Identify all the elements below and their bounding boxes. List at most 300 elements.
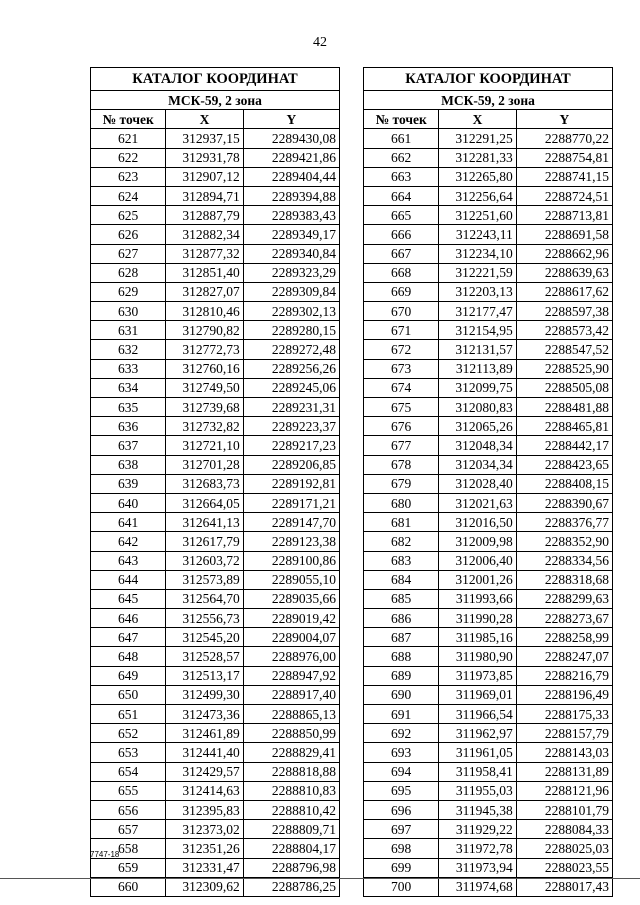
point-number-cell: 653 <box>91 743 166 762</box>
x-coordinate-cell: 312395,83 <box>166 800 243 819</box>
y-coordinate-cell: 2288423,65 <box>516 455 612 474</box>
table-row <box>364 685 613 704</box>
x-coordinate-cell: 312749,50 <box>166 378 243 397</box>
header-point-number: № точек <box>91 110 166 129</box>
y-coordinate-cell: 2289323,29 <box>243 263 339 282</box>
y-coordinate-cell: 2288770,22 <box>516 129 612 148</box>
x-coordinate-cell: 312243,11 <box>439 225 516 244</box>
table-row <box>91 551 340 570</box>
table-row <box>364 839 613 858</box>
x-coordinate-cell: 312234,10 <box>439 244 516 263</box>
table-row <box>364 628 613 647</box>
x-coordinate-cell: 312441,40 <box>166 743 243 762</box>
point-number-cell: 622 <box>91 148 166 167</box>
point-number-cell: 648 <box>91 647 166 666</box>
y-coordinate-cell: 2288465,81 <box>516 417 612 436</box>
y-coordinate-cell: 2288597,38 <box>516 302 612 321</box>
point-number-cell: 673 <box>364 359 439 378</box>
table-row <box>91 474 340 493</box>
point-number-cell: 687 <box>364 628 439 647</box>
y-coordinate-cell: 2288390,67 <box>516 493 612 512</box>
table-row <box>364 513 613 532</box>
table-row <box>91 724 340 743</box>
x-coordinate-cell: 311966,54 <box>439 705 516 724</box>
x-coordinate-cell: 312331,47 <box>166 858 243 877</box>
point-number-cell: 658 <box>91 839 166 858</box>
point-number-cell: 692 <box>364 724 439 743</box>
x-coordinate-cell: 312772,73 <box>166 340 243 359</box>
y-coordinate-cell: 2289035,66 <box>243 589 339 608</box>
point-number-cell: 662 <box>364 148 439 167</box>
y-coordinate-cell: 2288525,90 <box>516 359 612 378</box>
x-coordinate-cell: 312894,71 <box>166 186 243 205</box>
y-coordinate-cell: 2288865,13 <box>243 705 339 724</box>
table-row <box>91 129 340 148</box>
x-coordinate-cell: 312603,72 <box>166 551 243 570</box>
x-coordinate-cell: 311973,85 <box>439 666 516 685</box>
y-coordinate-cell: 2288804,17 <box>243 839 339 858</box>
point-number-cell: 645 <box>91 589 166 608</box>
x-coordinate-cell: 312641,13 <box>166 513 243 532</box>
y-coordinate-cell: 2288754,81 <box>516 148 612 167</box>
y-coordinate-cell: 2289340,84 <box>243 244 339 263</box>
point-number-cell: 657 <box>91 820 166 839</box>
x-coordinate-cell: 312617,79 <box>166 532 243 551</box>
y-coordinate-cell: 2288131,89 <box>516 762 612 781</box>
coord-system-label: МСК-59, 2 зона <box>364 91 613 110</box>
x-coordinate-cell: 312016,50 <box>439 513 516 532</box>
point-number-cell: 636 <box>91 417 166 436</box>
x-coordinate-cell: 312528,57 <box>166 647 243 666</box>
y-coordinate-cell: 2289256,26 <box>243 359 339 378</box>
y-coordinate-cell: 2288247,07 <box>516 647 612 666</box>
table-row <box>91 167 340 186</box>
y-coordinate-cell: 2288175,33 <box>516 705 612 724</box>
point-number-cell: 675 <box>364 398 439 417</box>
x-coordinate-cell: 312683,73 <box>166 474 243 493</box>
table-row <box>91 647 340 666</box>
table-row <box>364 378 613 397</box>
point-number-cell: 628 <box>91 263 166 282</box>
point-number-cell: 625 <box>91 206 166 225</box>
point-number-cell: 698 <box>364 839 439 858</box>
coordinate-catalog-right <box>363 67 613 897</box>
table-row <box>364 244 613 263</box>
x-coordinate-cell: 312732,82 <box>166 417 243 436</box>
point-number-cell: 656 <box>91 800 166 819</box>
point-number-cell: 644 <box>91 570 166 589</box>
x-coordinate-cell: 312429,57 <box>166 762 243 781</box>
y-coordinate-cell: 2288143,03 <box>516 743 612 762</box>
y-coordinate-cell: 2288023,55 <box>516 858 612 877</box>
y-coordinate-cell: 2289421,86 <box>243 148 339 167</box>
x-coordinate-cell: 312034,34 <box>439 455 516 474</box>
y-coordinate-cell: 2289217,23 <box>243 436 339 455</box>
x-coordinate-cell: 311961,05 <box>439 743 516 762</box>
x-coordinate-cell: 312006,40 <box>439 551 516 570</box>
y-coordinate-cell: 2288810,42 <box>243 800 339 819</box>
point-number-cell: 642 <box>91 532 166 551</box>
table-row <box>364 206 613 225</box>
y-coordinate-cell: 2288505,08 <box>516 378 612 397</box>
point-number-cell: 683 <box>364 551 439 570</box>
table-row <box>91 839 340 858</box>
y-coordinate-cell: 2289280,15 <box>243 321 339 340</box>
table-row <box>364 877 613 896</box>
table-row <box>91 743 340 762</box>
y-coordinate-cell: 2288617,62 <box>516 282 612 301</box>
x-coordinate-cell: 311929,22 <box>439 820 516 839</box>
table-row <box>91 762 340 781</box>
x-coordinate-cell: 312760,16 <box>166 359 243 378</box>
table-row <box>91 493 340 512</box>
table-row <box>364 820 613 839</box>
table-row <box>91 398 340 417</box>
point-number-cell: 623 <box>91 167 166 186</box>
document-code: 7747-18 <box>90 850 120 859</box>
table-row <box>91 877 340 896</box>
table-row <box>364 589 613 608</box>
coord-system-label: МСК-59, 2 зона <box>91 91 340 110</box>
y-coordinate-cell: 2288976,00 <box>243 647 339 666</box>
y-coordinate-cell: 2289223,37 <box>243 417 339 436</box>
y-coordinate-cell: 2288724,51 <box>516 186 612 205</box>
point-number-cell: 643 <box>91 551 166 570</box>
y-coordinate-cell: 2289147,70 <box>243 513 339 532</box>
point-number-cell: 690 <box>364 685 439 704</box>
catalog-title: КАТАЛОГ КООРДИНАТ <box>364 68 613 91</box>
point-number-cell: 638 <box>91 455 166 474</box>
table-row <box>364 532 613 551</box>
x-coordinate-cell: 312721,10 <box>166 436 243 455</box>
table-row <box>91 206 340 225</box>
table-row <box>364 417 613 436</box>
table-row <box>91 666 340 685</box>
point-number-cell: 655 <box>91 781 166 800</box>
point-number-cell: 696 <box>364 800 439 819</box>
x-coordinate-cell: 312009,98 <box>439 532 516 551</box>
x-coordinate-cell: 312373,02 <box>166 820 243 839</box>
table-row <box>91 609 340 628</box>
table-row <box>364 666 613 685</box>
point-number-cell: 634 <box>91 378 166 397</box>
table-row <box>91 628 340 647</box>
y-coordinate-cell: 2288662,96 <box>516 244 612 263</box>
y-coordinate-cell: 2288947,92 <box>243 666 339 685</box>
x-coordinate-cell: 312664,05 <box>166 493 243 512</box>
x-coordinate-cell: 312048,34 <box>439 436 516 455</box>
table-row <box>364 167 613 186</box>
table-row <box>364 551 613 570</box>
x-coordinate-cell: 311955,03 <box>439 781 516 800</box>
catalog-title: КАТАЛОГ КООРДИНАТ <box>91 68 340 91</box>
table-row <box>91 225 340 244</box>
table-row <box>91 340 340 359</box>
table-row <box>364 647 613 666</box>
point-number-cell: 684 <box>364 570 439 589</box>
point-number-cell: 676 <box>364 417 439 436</box>
y-coordinate-cell: 2288850,99 <box>243 724 339 743</box>
x-coordinate-cell: 312877,32 <box>166 244 243 263</box>
table-row <box>364 743 613 762</box>
point-number-cell: 699 <box>364 858 439 877</box>
table-row <box>91 858 340 877</box>
point-number-cell: 665 <box>364 206 439 225</box>
x-coordinate-cell: 311969,01 <box>439 685 516 704</box>
y-coordinate-cell: 2288318,68 <box>516 570 612 589</box>
y-coordinate-cell: 2288334,56 <box>516 551 612 570</box>
y-coordinate-cell: 2289206,85 <box>243 455 339 474</box>
x-coordinate-cell: 311990,28 <box>439 609 516 628</box>
table-row <box>91 436 340 455</box>
x-coordinate-cell: 312203,13 <box>439 282 516 301</box>
y-coordinate-cell: 2288084,33 <box>516 820 612 839</box>
table-row <box>91 513 340 532</box>
y-coordinate-cell: 2288025,03 <box>516 839 612 858</box>
point-number-cell: 635 <box>91 398 166 417</box>
point-number-cell: 670 <box>364 302 439 321</box>
x-coordinate-cell: 311973,94 <box>439 858 516 877</box>
y-coordinate-cell: 2288796,98 <box>243 858 339 877</box>
table-row <box>91 417 340 436</box>
table-row <box>91 455 340 474</box>
table-row <box>364 302 613 321</box>
y-coordinate-cell: 2288481,88 <box>516 398 612 417</box>
x-coordinate-cell: 312473,36 <box>166 705 243 724</box>
header-x: X <box>166 110 243 129</box>
point-number-cell: 649 <box>91 666 166 685</box>
y-coordinate-cell: 2289231,31 <box>243 398 339 417</box>
y-coordinate-cell: 2288442,17 <box>516 436 612 455</box>
x-coordinate-cell: 312291,25 <box>439 129 516 148</box>
y-coordinate-cell: 2288810,83 <box>243 781 339 800</box>
table-row <box>91 705 340 724</box>
x-coordinate-cell: 312113,89 <box>439 359 516 378</box>
header-x: X <box>439 110 516 129</box>
table-row <box>364 282 613 301</box>
y-coordinate-cell: 2289430,08 <box>243 129 339 148</box>
table-row <box>91 685 340 704</box>
y-coordinate-cell: 2289123,38 <box>243 532 339 551</box>
x-coordinate-cell: 312564,70 <box>166 589 243 608</box>
y-coordinate-cell: 2288121,96 <box>516 781 612 800</box>
table-body <box>364 129 613 897</box>
table-row <box>364 321 613 340</box>
x-coordinate-cell: 311974,68 <box>439 877 516 896</box>
table-row <box>91 186 340 205</box>
table-row <box>364 474 613 493</box>
table-row <box>364 858 613 877</box>
x-coordinate-cell: 312937,15 <box>166 129 243 148</box>
x-coordinate-cell: 312099,75 <box>439 378 516 397</box>
table-row <box>91 359 340 378</box>
x-coordinate-cell: 311962,97 <box>439 724 516 743</box>
point-number-cell: 667 <box>364 244 439 263</box>
y-coordinate-cell: 2288917,40 <box>243 685 339 704</box>
point-number-cell: 650 <box>91 685 166 704</box>
table-row <box>91 263 340 282</box>
table-row <box>91 570 340 589</box>
x-coordinate-cell: 312827,07 <box>166 282 243 301</box>
x-coordinate-cell: 312931,78 <box>166 148 243 167</box>
point-number-cell: 641 <box>91 513 166 532</box>
point-number-cell: 627 <box>91 244 166 263</box>
x-coordinate-cell: 312513,17 <box>166 666 243 685</box>
header-y: Y <box>243 110 339 129</box>
point-number-cell: 695 <box>364 781 439 800</box>
point-number-cell: 624 <box>91 186 166 205</box>
point-number-cell: 646 <box>91 609 166 628</box>
page-bottom-rule <box>0 878 640 879</box>
y-coordinate-cell: 2289004,07 <box>243 628 339 647</box>
x-coordinate-cell: 312028,40 <box>439 474 516 493</box>
x-coordinate-cell: 312851,40 <box>166 263 243 282</box>
y-coordinate-cell: 2288196,49 <box>516 685 612 704</box>
point-number-cell: 647 <box>91 628 166 647</box>
table-row <box>91 820 340 839</box>
y-coordinate-cell: 2288216,79 <box>516 666 612 685</box>
x-coordinate-cell: 311980,90 <box>439 647 516 666</box>
x-coordinate-cell: 312556,73 <box>166 609 243 628</box>
point-number-cell: 689 <box>364 666 439 685</box>
y-coordinate-cell: 2288101,79 <box>516 800 612 819</box>
point-number-cell: 668 <box>364 263 439 282</box>
y-coordinate-cell: 2289404,44 <box>243 167 339 186</box>
point-number-cell: 631 <box>91 321 166 340</box>
table-row <box>91 321 340 340</box>
y-coordinate-cell: 2289019,42 <box>243 609 339 628</box>
point-number-cell: 630 <box>91 302 166 321</box>
y-coordinate-cell: 2289349,17 <box>243 225 339 244</box>
x-coordinate-cell: 312281,33 <box>439 148 516 167</box>
y-coordinate-cell: 2288829,41 <box>243 743 339 762</box>
point-number-cell: 632 <box>91 340 166 359</box>
y-coordinate-cell: 2288786,25 <box>243 877 339 896</box>
point-number-cell: 669 <box>364 282 439 301</box>
y-coordinate-cell: 2288352,90 <box>516 532 612 551</box>
point-number-cell: 661 <box>364 129 439 148</box>
x-coordinate-cell: 312882,34 <box>166 225 243 244</box>
x-coordinate-cell: 312790,82 <box>166 321 243 340</box>
point-number-cell: 700 <box>364 877 439 896</box>
y-coordinate-cell: 2288157,79 <box>516 724 612 743</box>
table-row <box>364 800 613 819</box>
y-coordinate-cell: 2288547,52 <box>516 340 612 359</box>
x-coordinate-cell: 312499,30 <box>166 685 243 704</box>
y-coordinate-cell: 2288299,63 <box>516 589 612 608</box>
y-coordinate-cell: 2289309,84 <box>243 282 339 301</box>
y-coordinate-cell: 2289055,10 <box>243 570 339 589</box>
x-coordinate-cell: 312251,60 <box>439 206 516 225</box>
point-number-cell: 697 <box>364 820 439 839</box>
y-coordinate-cell: 2289192,81 <box>243 474 339 493</box>
y-coordinate-cell: 2288691,58 <box>516 225 612 244</box>
table-row <box>364 263 613 282</box>
table-row <box>364 705 613 724</box>
table-row <box>364 493 613 512</box>
x-coordinate-cell: 312021,63 <box>439 493 516 512</box>
y-coordinate-cell: 2288376,77 <box>516 513 612 532</box>
x-coordinate-cell: 312177,47 <box>439 302 516 321</box>
table-row <box>91 781 340 800</box>
point-number-cell: 674 <box>364 378 439 397</box>
point-number-cell: 686 <box>364 609 439 628</box>
y-coordinate-cell: 2288273,67 <box>516 609 612 628</box>
y-coordinate-cell: 2288818,88 <box>243 762 339 781</box>
x-coordinate-cell: 312545,20 <box>166 628 243 647</box>
y-coordinate-cell: 2288809,71 <box>243 820 339 839</box>
point-number-cell: 659 <box>91 858 166 877</box>
x-coordinate-cell: 312309,62 <box>166 877 243 896</box>
point-number-cell: 621 <box>91 129 166 148</box>
y-coordinate-cell: 2289100,86 <box>243 551 339 570</box>
coordinate-catalog-left <box>90 67 340 897</box>
point-number-cell: 685 <box>364 589 439 608</box>
y-coordinate-cell: 2289394,88 <box>243 186 339 205</box>
x-coordinate-cell: 312739,68 <box>166 398 243 417</box>
point-number-cell: 651 <box>91 705 166 724</box>
point-number-cell: 652 <box>91 724 166 743</box>
x-coordinate-cell: 311958,41 <box>439 762 516 781</box>
table-row <box>364 148 613 167</box>
point-number-cell: 679 <box>364 474 439 493</box>
table-row <box>364 724 613 743</box>
y-coordinate-cell: 2289302,13 <box>243 302 339 321</box>
point-number-cell: 626 <box>91 225 166 244</box>
point-number-cell: 693 <box>364 743 439 762</box>
x-coordinate-cell: 312907,12 <box>166 167 243 186</box>
point-number-cell: 633 <box>91 359 166 378</box>
table-row <box>364 609 613 628</box>
table-row <box>91 589 340 608</box>
y-coordinate-cell: 2289245,06 <box>243 378 339 397</box>
point-number-cell: 671 <box>364 321 439 340</box>
table-row <box>364 129 613 148</box>
x-coordinate-cell: 312351,26 <box>166 839 243 858</box>
table-row <box>364 436 613 455</box>
x-coordinate-cell: 312265,80 <box>439 167 516 186</box>
table-body <box>91 129 340 897</box>
point-number-cell: 640 <box>91 493 166 512</box>
table-row <box>91 244 340 263</box>
x-coordinate-cell: 312131,57 <box>439 340 516 359</box>
table-row <box>364 186 613 205</box>
y-coordinate-cell: 2289383,43 <box>243 206 339 225</box>
point-number-cell: 639 <box>91 474 166 493</box>
point-number-cell: 677 <box>364 436 439 455</box>
point-number-cell: 682 <box>364 532 439 551</box>
table-row <box>364 359 613 378</box>
x-coordinate-cell: 312154,95 <box>439 321 516 340</box>
point-number-cell: 654 <box>91 762 166 781</box>
point-number-cell: 678 <box>364 455 439 474</box>
x-coordinate-cell: 312887,79 <box>166 206 243 225</box>
x-coordinate-cell: 312810,46 <box>166 302 243 321</box>
point-number-cell: 660 <box>91 877 166 896</box>
point-number-cell: 663 <box>364 167 439 186</box>
y-coordinate-cell: 2288573,42 <box>516 321 612 340</box>
x-coordinate-cell: 311993,66 <box>439 589 516 608</box>
y-coordinate-cell: 2288741,15 <box>516 167 612 186</box>
table-row <box>91 282 340 301</box>
table-row <box>91 532 340 551</box>
header-point-number: № точек <box>364 110 439 129</box>
table-row <box>364 781 613 800</box>
table-row <box>364 455 613 474</box>
table-row <box>91 800 340 819</box>
table-row <box>91 148 340 167</box>
x-coordinate-cell: 312461,89 <box>166 724 243 743</box>
